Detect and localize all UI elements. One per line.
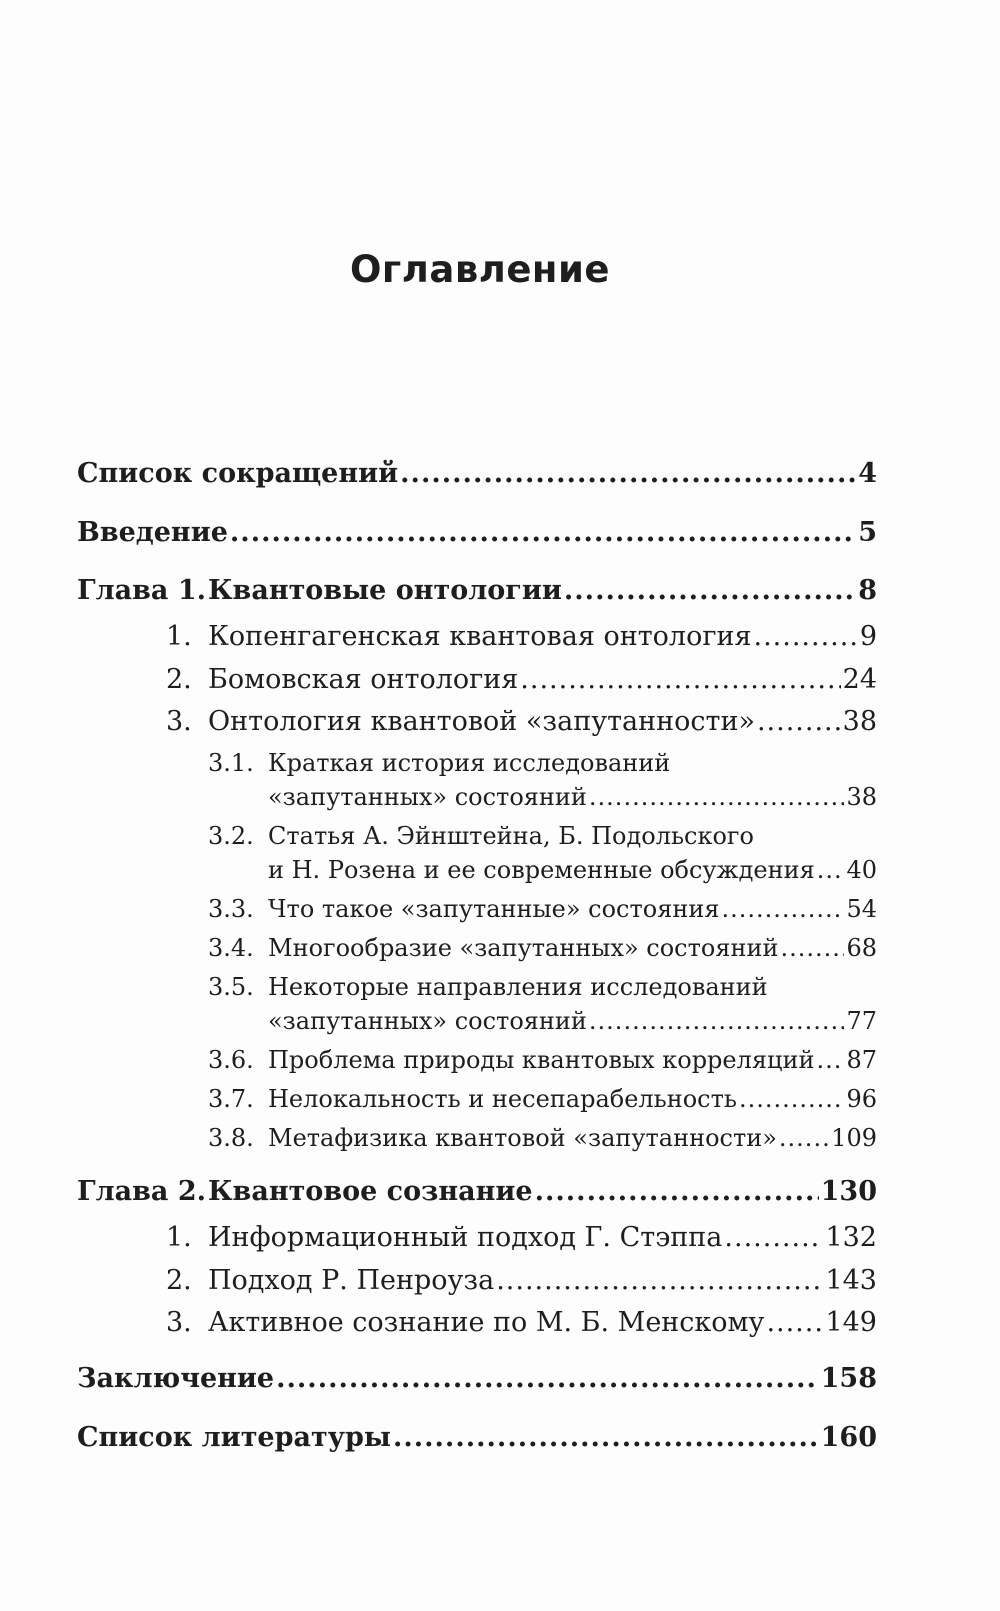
subsection-number: 3.4. (208, 934, 254, 962)
toc-entry-page: 143 (825, 1265, 877, 1296)
dot-leader (739, 1085, 845, 1113)
toc-entry-subsection[interactable] (268, 895, 877, 923)
toc-entry-page: 5 (858, 517, 877, 548)
subsection-number: 3.6. (208, 1046, 254, 1074)
toc-entry-page: 4 (858, 458, 877, 489)
toc-entry-section[interactable] (208, 1265, 877, 1296)
toc-entry-page: 68 (846, 934, 877, 962)
subsection-number: 3.7. (208, 1085, 254, 1113)
toc-entry-subsection[interactable] (268, 1007, 877, 1035)
toc-entry-conclusion[interactable] (77, 1363, 877, 1394)
section-number: 1. (166, 621, 192, 652)
toc-entry-introduction[interactable] (77, 517, 877, 548)
toc-entry-page: 158 (820, 1363, 877, 1394)
toc-entry-subsection[interactable] (268, 1085, 877, 1113)
toc-entry-page: 24 (842, 664, 877, 695)
toc-entry-title: Активное сознание по М. Б. Менскому (208, 1307, 765, 1338)
dot-leader (535, 1176, 819, 1207)
toc-entry-title: Бомовская онтология (208, 664, 519, 695)
dot-leader (230, 517, 856, 548)
toc-entry-page: 130 (820, 1176, 877, 1207)
dot-leader (722, 895, 845, 923)
dot-leader (780, 934, 844, 962)
toc-entry-title: Заключение (77, 1363, 275, 1394)
toc-entry-title: Квантовые онтологии (208, 575, 562, 606)
toc-entry-section[interactable] (208, 664, 877, 695)
toc-entry-title: Список литературы (77, 1422, 391, 1453)
section-number: 2. (166, 664, 192, 695)
toc-entry-title: Список сокращений (77, 458, 399, 489)
toc-entry-chapter-1[interactable] (208, 575, 877, 606)
chapter-label: Глава 2. (77, 1176, 207, 1207)
dot-leader (757, 706, 841, 737)
toc-entry-page: 8 (858, 575, 877, 606)
toc-entry-title: «запутанных» состояний (268, 1007, 587, 1035)
subsection-number: 3.2. (208, 822, 254, 850)
toc-entry-page: 109 (831, 1124, 877, 1152)
toc-entry-section[interactable] (208, 1222, 877, 1253)
toc-entry-subsection[interactable] (268, 1124, 877, 1152)
toc-entry-title: «запутанных» состояний (268, 783, 587, 811)
dot-leader (779, 1124, 829, 1152)
page-title: Оглавление (349, 248, 611, 291)
toc-entry-subsection[interactable] (268, 856, 877, 884)
toc-entry-page: 38 (842, 706, 877, 737)
toc-entry-title-line: Краткая история исследований (268, 749, 671, 777)
toc-entry-chapter-2[interactable] (208, 1176, 877, 1207)
toc-entry-title: Подход Р. Пенроуза (208, 1265, 495, 1296)
toc-entry-page: 96 (846, 1085, 877, 1113)
toc-entry-title: Нелокальность и несепарабельность (268, 1085, 737, 1113)
subsection-number: 3.1. (208, 749, 254, 777)
toc-entry-title: Копенгагенская квантовая онтология (208, 621, 752, 652)
toc-entry-page: 87 (846, 1046, 877, 1074)
toc-entry-section[interactable] (208, 621, 877, 652)
toc-entry-section[interactable] (208, 1307, 877, 1338)
toc-entry-title: Онтология квантовой «запутанности» (208, 706, 755, 737)
toc-entry-title: Информационный подход Г. Стэппа (208, 1222, 723, 1253)
toc-entry-page: 77 (846, 1007, 877, 1035)
toc-entry-subsection[interactable] (268, 1046, 877, 1074)
toc-entry-title: Введение (77, 517, 228, 548)
toc-entry-abbreviations[interactable] (77, 458, 877, 489)
dot-leader (817, 856, 845, 884)
toc-entry-title-line: Статья А. Эйнштейна, Б. Подольского (268, 822, 754, 850)
toc-entry-page: 54 (846, 895, 877, 923)
toc-entry-page: 9 (859, 621, 877, 652)
dot-leader (816, 1046, 844, 1074)
dot-leader (724, 1222, 823, 1253)
toc-entry-page: 149 (825, 1307, 877, 1338)
toc-entry-title-line: Некоторые направления исследований (268, 973, 768, 1001)
section-number: 1. (166, 1222, 192, 1253)
toc-entry-page: 38 (846, 783, 877, 811)
dot-leader (589, 783, 845, 811)
toc-entry-page: 40 (846, 856, 877, 884)
dot-leader (754, 621, 858, 652)
toc-entry-subsection[interactable] (268, 934, 877, 962)
toc-entry-title: Что такое «запутанные» состояния (268, 895, 720, 923)
dot-leader (520, 664, 840, 695)
toc-entry-title: Многообразие «запутанных» состояний (268, 934, 779, 962)
toc-entry-section[interactable] (208, 706, 877, 737)
toc-entry-title: Проблема природы квантовых корреляций (268, 1046, 815, 1074)
toc-entry-subsection[interactable] (268, 783, 877, 811)
dot-leader (393, 1422, 819, 1453)
dot-leader (589, 1007, 845, 1035)
toc-entry-page: 160 (820, 1422, 877, 1453)
dot-leader (766, 1307, 823, 1338)
subsection-number: 3.8. (208, 1124, 254, 1152)
subsection-number: 3.3. (208, 895, 254, 923)
toc-entry-title: и Н. Розена и ее современные обсуждения (268, 856, 815, 884)
toc-entry-references[interactable] (77, 1422, 877, 1453)
subsection-number: 3.5. (208, 973, 254, 1001)
chapter-label: Глава 1. (77, 575, 207, 606)
section-number: 3. (166, 1307, 192, 1338)
section-number: 3. (166, 706, 192, 737)
toc-entry-page: 132 (825, 1222, 877, 1253)
section-number: 2. (166, 1265, 192, 1296)
toc-entry-title: Квантовое сознание (208, 1176, 533, 1207)
dot-leader (564, 575, 856, 606)
dot-leader (400, 458, 856, 489)
toc-entry-title: Метафизика квантовой «запутанности» (268, 1124, 777, 1152)
dot-leader (496, 1265, 823, 1296)
dot-leader (276, 1363, 819, 1394)
